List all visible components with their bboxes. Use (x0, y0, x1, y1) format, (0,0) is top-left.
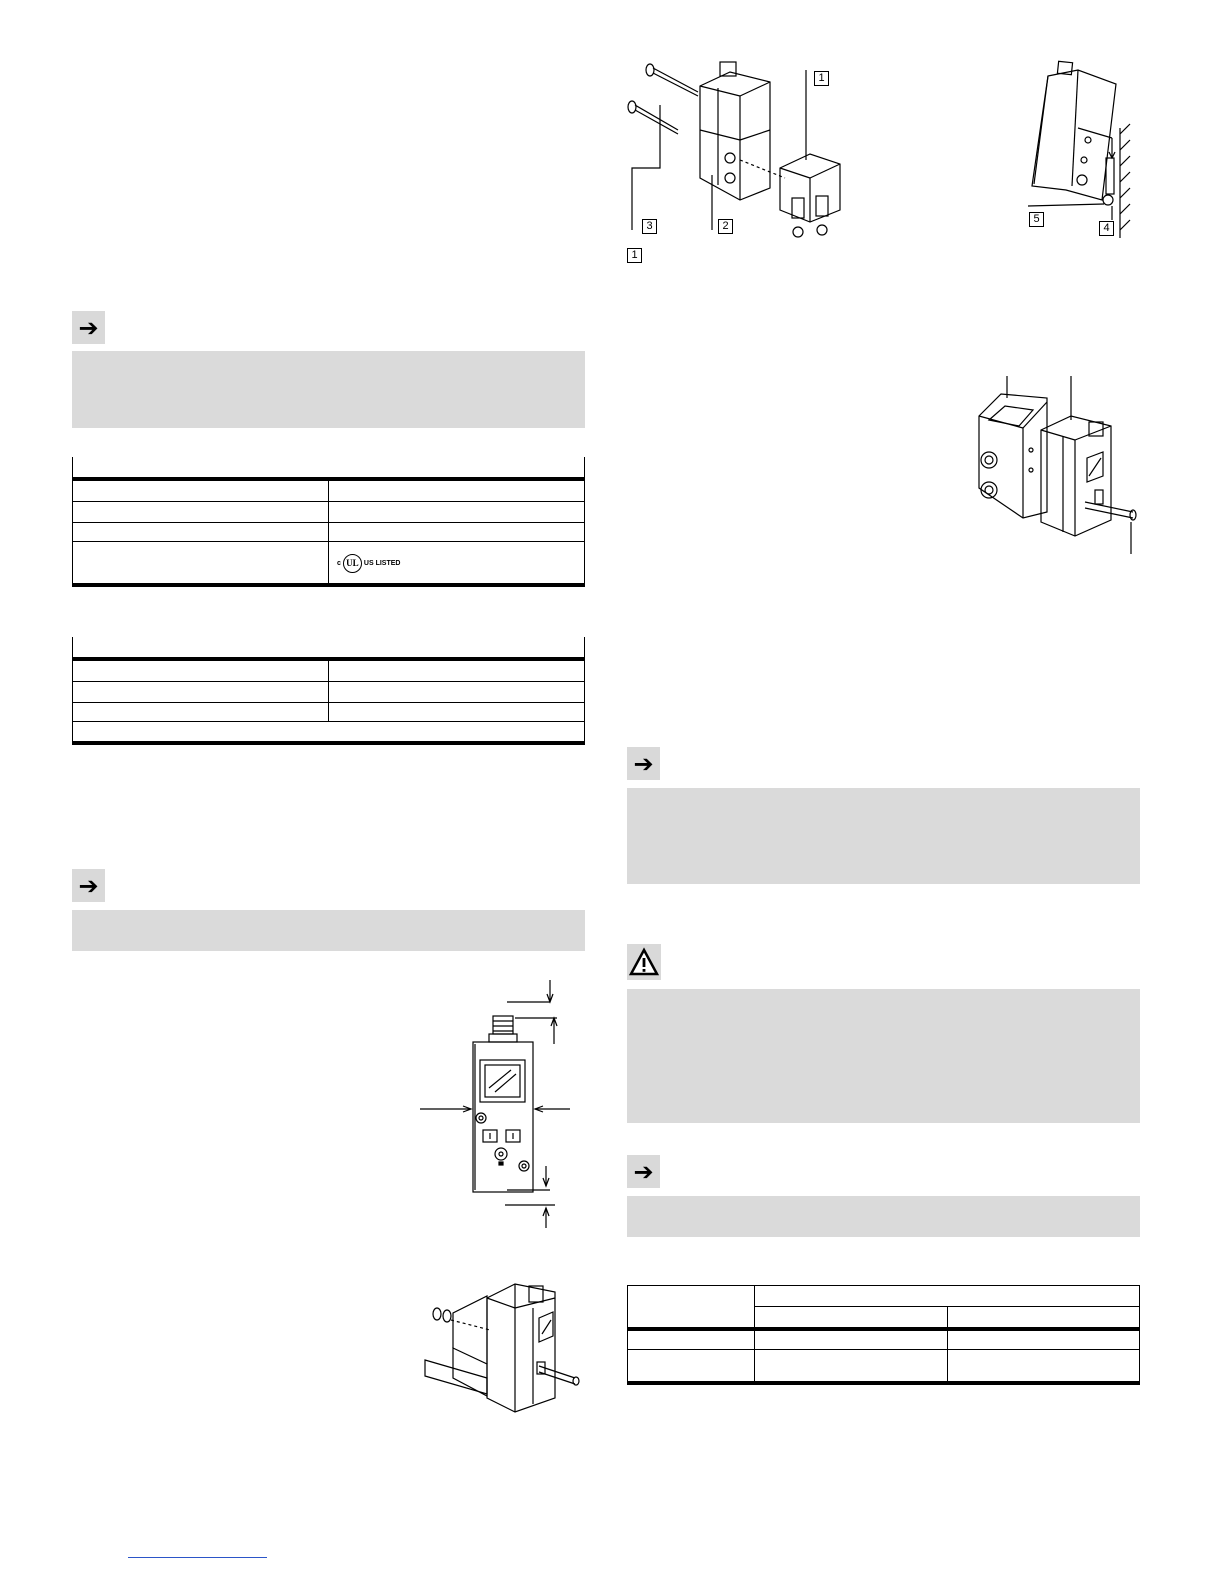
arrow-right-icon: ➔ (627, 747, 660, 780)
table-row (73, 542, 585, 586)
table-header-row (73, 637, 585, 659)
exploded-mounting-drawing (620, 60, 835, 240)
bracket-mounting-drawing (425, 1278, 585, 1418)
note-box-4 (627, 1196, 1140, 1237)
arrow-right-icon: ➔ (72, 311, 105, 344)
ul-prefix: c (337, 559, 341, 567)
callout-5: 5 (1029, 212, 1044, 227)
table-row (73, 703, 585, 722)
callout-1-bottom: 1 (627, 248, 642, 263)
table-header-row (73, 457, 585, 479)
callout-2: 2 (718, 219, 733, 234)
table-row (73, 682, 585, 703)
footer-link-underline[interactable] (128, 1557, 267, 1558)
ul-logo-text: UL (346, 558, 359, 568)
table-row (73, 479, 585, 502)
table-row (628, 1329, 1140, 1350)
table-row (73, 659, 585, 682)
note-box-1 (72, 351, 585, 428)
table-row (73, 502, 585, 523)
arrow-right-icon: ➔ (72, 869, 105, 902)
ul-suffix: US LISTED (363, 559, 401, 567)
table-row (73, 523, 585, 542)
table-header-row (628, 1286, 1140, 1307)
warning-box (627, 989, 1140, 1123)
ul-listed-mark (337, 553, 400, 573)
combined-unit-drawing (975, 372, 1140, 557)
spec-table-3 (627, 1285, 1140, 1385)
warning-triangle-icon (627, 944, 661, 980)
callout-4: 4 (1099, 221, 1114, 236)
callout-3: 3 (642, 219, 657, 234)
ul-logo (343, 554, 362, 573)
dimension-drawing (415, 978, 575, 1233)
table-footer-row (73, 722, 585, 744)
callout-1-top: 1 (814, 71, 829, 86)
note-box-3 (627, 788, 1140, 884)
note-box-2 (72, 910, 585, 951)
arrow-right-icon: ➔ (627, 1155, 660, 1188)
table-row (628, 1350, 1140, 1384)
spec-table-1 (72, 457, 585, 587)
spec-table-2 (72, 637, 585, 745)
